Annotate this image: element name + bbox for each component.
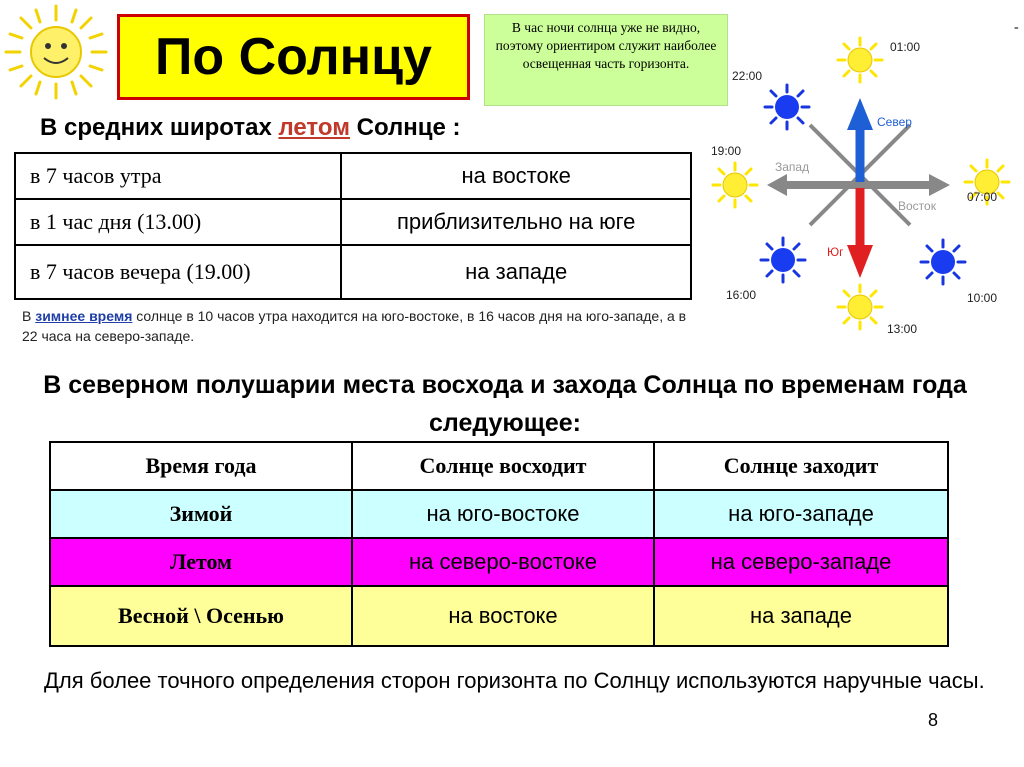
summer-sun-table xyxy=(14,152,692,300)
smiling-sun-icon xyxy=(2,2,110,102)
west-arrowhead-icon xyxy=(767,174,787,196)
time-label-0700: 07:00 xyxy=(967,190,998,204)
table-cell-position: на западе xyxy=(341,245,691,299)
page-title: По Солнцу xyxy=(117,14,470,100)
table-row xyxy=(15,199,691,245)
table-row xyxy=(50,538,948,586)
winter-highlight: зимнее время xyxy=(35,308,133,324)
table-cell-set: на западе xyxy=(654,586,948,646)
winter-before: В xyxy=(22,308,36,324)
sun-1600-icon xyxy=(761,238,805,282)
west-label: Запад xyxy=(775,160,810,174)
time-label-1000: 10:00 xyxy=(967,291,998,305)
time-label-1600: 16:00 xyxy=(726,288,757,302)
table-cell-rise: на северо-востоке xyxy=(352,538,654,586)
column-header-set: Солнце заходит xyxy=(654,442,948,490)
table-cell-time: в 7 часов утра xyxy=(15,153,341,199)
north-arrowhead-icon xyxy=(847,98,873,130)
table-cell-set: на юго-западе xyxy=(654,490,948,538)
table-cell-season: Летом xyxy=(50,538,352,586)
east-label: Восток xyxy=(898,199,936,213)
time-label-1900: 19:00 xyxy=(711,144,742,158)
sun-1900-icon xyxy=(713,163,757,207)
footer-text: Для более точного определения сторон горизонта по Солнцу используются наручные часы. xyxy=(44,668,985,693)
corner-mark: - xyxy=(1014,20,1019,35)
time-label-0100: 01:00 xyxy=(890,40,921,54)
sun-1300-icon xyxy=(838,285,882,329)
sun-1000-icon xyxy=(921,240,965,284)
table-row xyxy=(15,153,691,199)
summer-subtitle xyxy=(40,114,461,142)
table-row xyxy=(50,490,948,538)
table-row xyxy=(50,586,948,646)
subtitle-after: Солнце : xyxy=(349,114,461,141)
east-arrowhead-icon xyxy=(929,174,950,196)
table-header-row xyxy=(50,442,948,490)
time-label-2200: 22:00 xyxy=(732,69,763,83)
south-label: Юг xyxy=(827,245,844,259)
subtitle-highlight: летом xyxy=(278,114,350,141)
hemisphere-heading: В северном полушарии места восхода и захода Солнца по временам года следующее: xyxy=(43,371,967,437)
winter-note xyxy=(22,306,702,346)
table-cell-set: на северо-западе xyxy=(654,538,948,586)
table-cell-time: в 1 час дня (13.00) xyxy=(15,199,341,245)
north-label: Север xyxy=(877,115,912,129)
sun-2200-icon xyxy=(765,85,809,129)
time-label-1300: 13:00 xyxy=(887,322,918,336)
table-cell-position: на востоке xyxy=(341,153,691,199)
table-cell-rise: на востоке xyxy=(352,586,654,646)
table-cell-rise: на юго-востоке xyxy=(352,490,654,538)
table-cell-position: приблизительно на юге xyxy=(341,199,691,245)
column-header-season: Время года xyxy=(50,442,352,490)
seasons-table xyxy=(49,441,949,647)
page-number: 8 xyxy=(928,710,939,730)
column-header-rise: Солнце восходит xyxy=(352,442,654,490)
table-cell-time: в 7 часов вечера (19.00) xyxy=(15,245,341,299)
night-note: В час ночи солнца уже не видно, поэтому ориентиром служит наиболее освещенная часть горизонта. xyxy=(484,14,728,106)
table-cell-season: Весной \ Осенью xyxy=(50,586,352,646)
table-row xyxy=(15,245,691,299)
winter-after: солнце в 10 часов утра находится на юго-востоке, в 16 часов дня на юго-западе, а в 22 часа на северо-западе. xyxy=(22,308,687,344)
table-cell-season: Зимой xyxy=(50,490,352,538)
sun-0100-icon xyxy=(838,38,882,82)
sun-compass-diagram xyxy=(705,30,1020,340)
subtitle-before: В средних широтах xyxy=(40,114,279,141)
south-arrowhead-icon xyxy=(847,245,873,278)
